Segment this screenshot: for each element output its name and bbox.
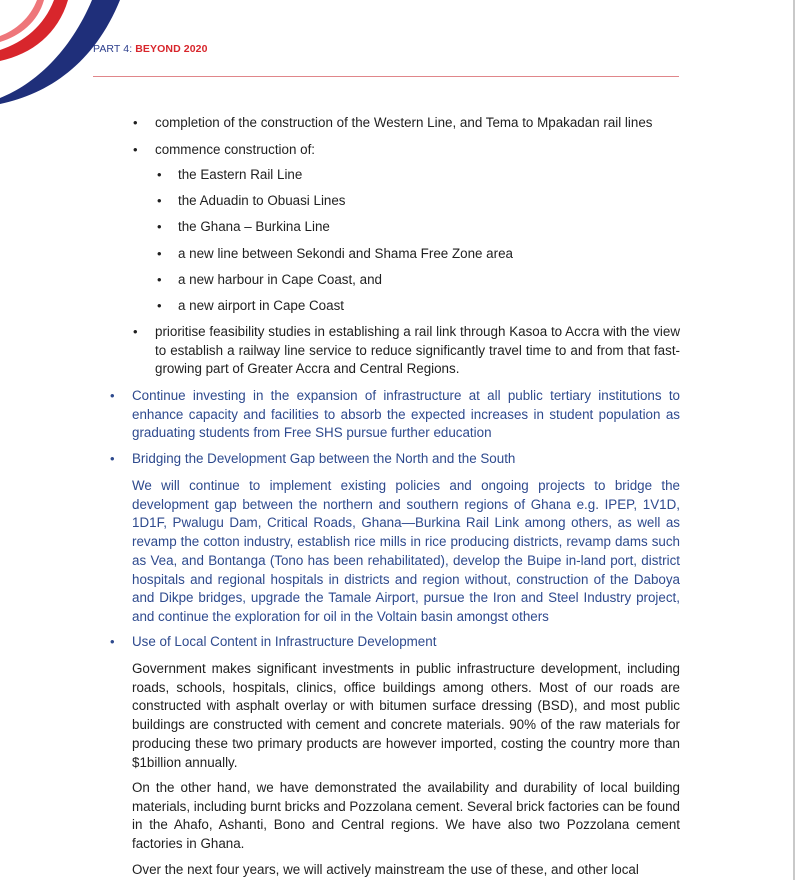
header-part: PART 4: — [93, 43, 133, 55]
bullet-dot: • — [157, 272, 162, 287]
local-content-paragraph: Over the next four years, we will actively mainstream the use of these, and other local — [132, 862, 639, 877]
bullet-dot: • — [157, 298, 162, 313]
bullet-dot: • — [110, 388, 115, 403]
tertiary-infrastructure-item: Continue investing in the expansion of infrastructure at all public tertiary institutions to enhance capacity and facilities to absorb the expected increases in student population as graduating students from Free SHS pursue further education — [132, 388, 680, 441]
rail-sub-item: the Aduadin to Obuasi Lines — [178, 193, 346, 208]
bullet-dot: • — [157, 193, 162, 208]
bullet-dot: • — [133, 142, 138, 157]
rail-sub-item: a new harbour in Cape Coast, and — [178, 272, 382, 287]
rail-completion-item: completion of the construction of the Western Line, and Tema to Mpakadan rail lines — [155, 115, 653, 130]
local-content-title: Use of Local Content in Infrastructure Development — [132, 634, 437, 649]
bullet-dot: • — [157, 167, 162, 182]
header-rule — [93, 76, 679, 77]
bullet-dot: • — [110, 634, 115, 649]
bullet-dot: • — [133, 115, 138, 130]
corner-stripes-decoration — [0, 0, 120, 110]
header-title: BEYOND 2020 — [135, 43, 208, 55]
rail-sub-item: a new airport in Cape Coast — [178, 298, 344, 313]
rail-sub-item: the Ghana – Burkina Line — [178, 219, 330, 234]
bullet-dot: • — [157, 219, 162, 234]
bullet-dot: • — [157, 246, 162, 261]
rail-prioritise-item: prioritise feasibility studies in establishing a rail link through Kasoa to Accra with the view to establish a railway line service to reduce significantly travel time to and from that fast-growing part of Greater Accra and Central Regions. — [155, 324, 680, 377]
rail-commence-label: commence construction of: — [155, 142, 316, 157]
bullet-dot: • — [110, 451, 115, 466]
local-content-paragraph: On the other hand, we have demonstrated the availability and durability of local building materials, including burnt bricks and Pozzolana cement. Several brick factories can be found in the Ahafo, Ashanti, Bono and Central regions. We have also two Pozzolana cement factories in Ghana. — [132, 780, 680, 852]
page-header — [93, 43, 208, 55]
bullet-dot: • — [133, 324, 138, 339]
development-gap-title: Bridging the Development Gap between the North and the South — [132, 451, 516, 466]
development-gap-body: We will continue to implement existing policies and ongoing projects to bridge the development gap between the northern and southern regions of Ghana e.g. IPEP, 1V1D, 1D1F, Pwalugu Dam, Critical Roads, Ghana—Burkina Rail Link among others, as well as revamp the cotton industry, establish rice mills in rice producing districts, revamp dams such as Vea, and Bontanga (Tono has been rehabilitated), develop the Buipe in-land port, district hospitals and regional hospitals in districts and region without, construction of the Daboya and Dikpe bridges, upgrade the Tamale Airport, pursue the Iron and Steel Industry project, and continue the exploration for oil in the Voltain basin amongst others — [132, 478, 680, 624]
local-content-paragraph: Government makes significant investments in public infrastructure development, including roads, schools, hospitals, clinics, office buildings among others. Most of our roads are constructed with asphalt overlay or with bitumen surface dressing (BSD), and most public buildings are constructed with cement and concrete materials. 90% of the raw materials for producing these two primary products are however imported, costing the country more than $1billion annually. — [132, 661, 680, 770]
rail-sub-item: a new line between Sekondi and Shama Free Zone area — [178, 246, 513, 261]
rail-sub-item: the Eastern Rail Line — [178, 167, 303, 182]
